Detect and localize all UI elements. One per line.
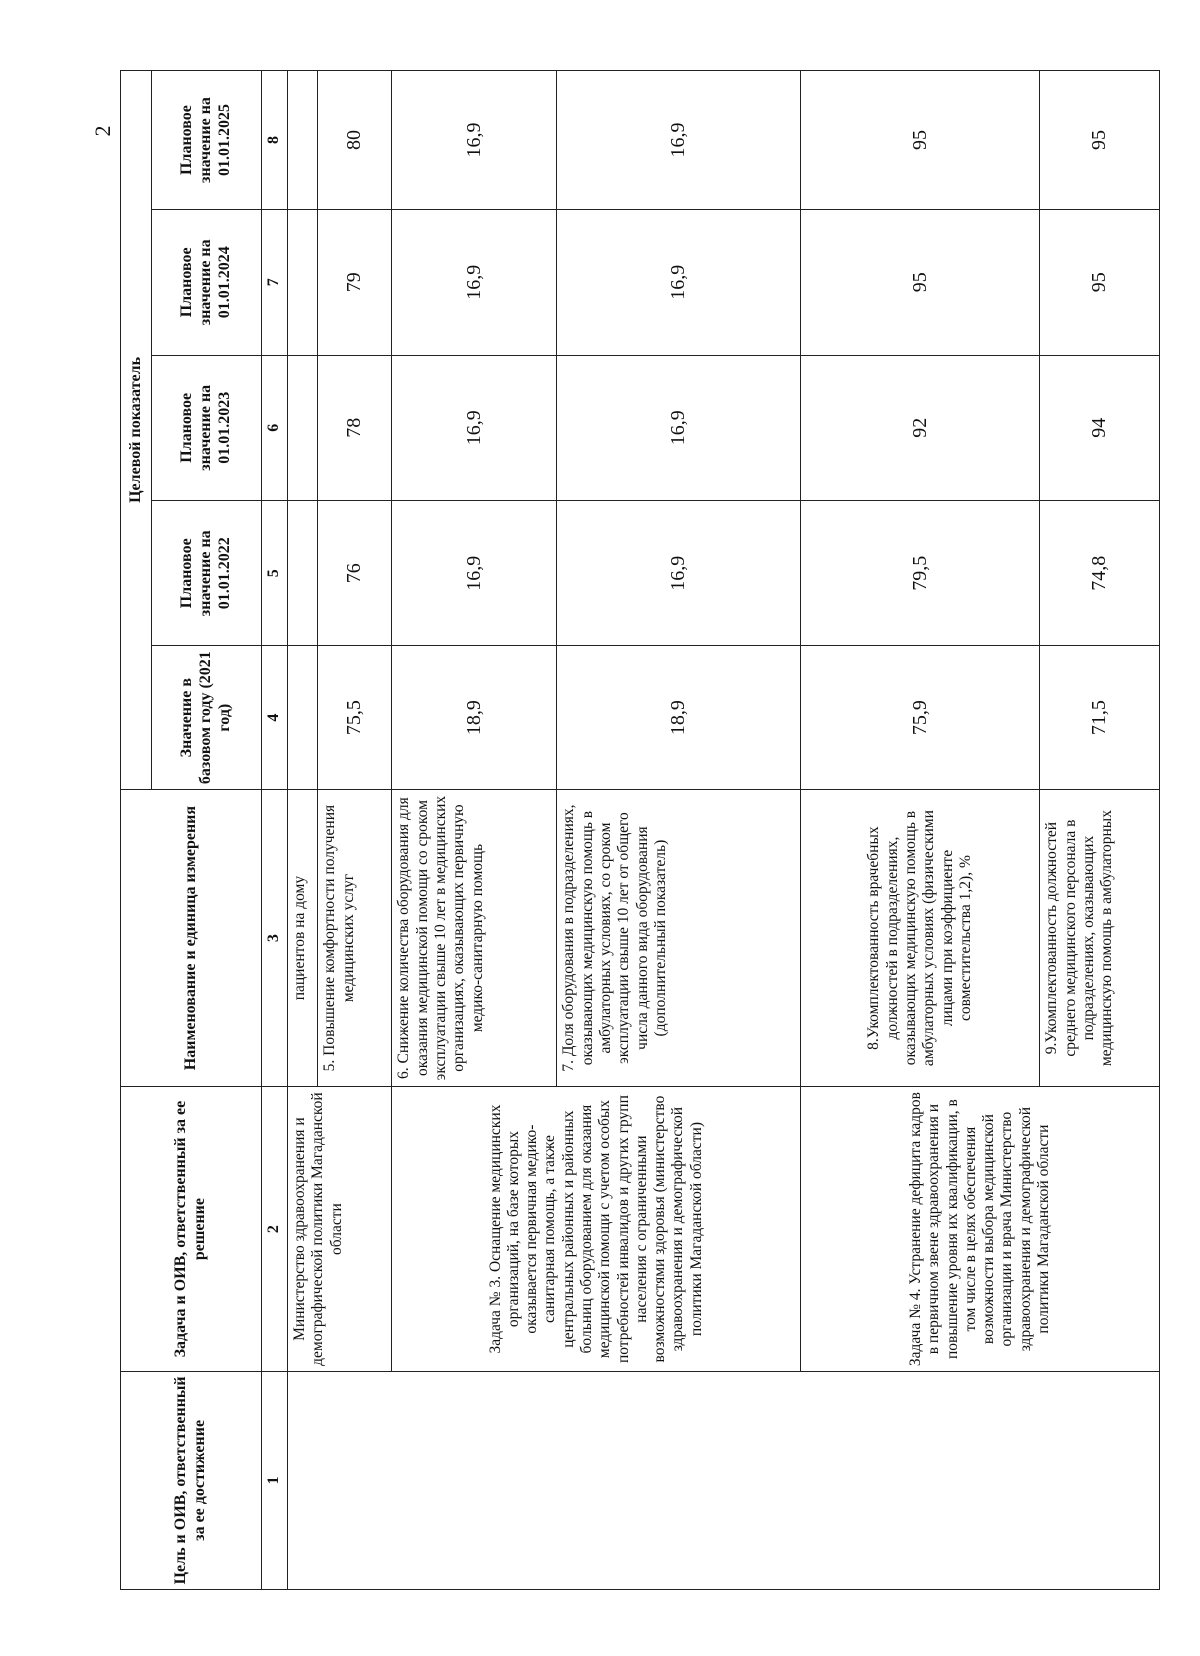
index-cell: 4 [261, 646, 287, 789]
value-base: 18,9 [557, 646, 801, 789]
value-2025: 95 [801, 71, 1040, 210]
value-cell [288, 355, 318, 500]
header-task: Задача и ОИВ, ответственный за ее решение [121, 1087, 262, 1371]
header-target-group: Целевой показатель [121, 71, 152, 790]
index-cell: 3 [261, 789, 287, 1087]
header-base: Значение в базовом году (2021 год) [151, 646, 261, 789]
header-name: Наименование и единица измерения [121, 789, 262, 1087]
header-goal: Цель и ОИВ, ответственный за ее достижение [121, 1371, 262, 1589]
page-number: 2 [90, 125, 115, 137]
value-cell [288, 210, 318, 355]
value-2024: 95 [1040, 210, 1160, 355]
value-2022: 16,9 [392, 501, 557, 646]
goal-cell [288, 1371, 1160, 1589]
indicator-name: пациентов на дому [288, 789, 318, 1087]
value-2024: 16,9 [392, 210, 557, 355]
header-2023: Плановое значение на 01.01.2023 [151, 355, 261, 500]
index-cell: 5 [261, 501, 287, 646]
value-2025: 16,9 [557, 71, 801, 210]
value-2022: 76 [318, 501, 392, 646]
value-2023: 94 [1040, 355, 1160, 500]
index-cell: 8 [261, 71, 287, 210]
value-2022: 79,5 [801, 501, 1040, 646]
value-base: 75,5 [318, 646, 392, 789]
header-2024: Плановое значение на 01.01.2024 [151, 210, 261, 355]
value-cell [288, 71, 318, 210]
value-2023: 92 [801, 355, 1040, 500]
value-2022: 74,8 [1040, 501, 1160, 646]
index-cell: 2 [261, 1087, 287, 1371]
target-indicators-table [120, 70, 1160, 1590]
value-2024: 95 [801, 210, 1040, 355]
value-2025: 95 [1040, 71, 1160, 210]
index-cell: 7 [261, 210, 287, 355]
value-cell [288, 501, 318, 646]
value-2023: 78 [318, 355, 392, 500]
value-base: 18,9 [392, 646, 557, 789]
value-2023: 16,9 [557, 355, 801, 500]
value-2024: 16,9 [557, 210, 801, 355]
index-cell: 1 [261, 1371, 287, 1589]
value-2025: 80 [318, 71, 392, 210]
indicator-name: 6. Снижение количества оборудования для оказания медицинской помощи со сроком эксплуатации свыше 10 лет в медицинских организациях, оказывающих первичную медико-санитарную помощь [392, 789, 557, 1087]
value-2023: 16,9 [392, 355, 557, 500]
indicator-name: 8.Укомплектованность врачебных должностей в подразделениях, оказывающих медицинскую помощь в амбулаторных условиях (физическими лицами при коэффициенте совместительства 1,2), % [801, 789, 1040, 1087]
value-base: 75,9 [801, 646, 1040, 789]
value-cell [288, 646, 318, 789]
value-2025: 16,9 [392, 71, 557, 210]
header-2025: Плановое значение на 01.01.2025 [151, 71, 261, 210]
indicator-name: 5. Повышение комфортности получения медицинских услуг [318, 789, 392, 1087]
document-table-container [120, 70, 1160, 1590]
indicator-name: 9.Укомплектованность должностей среднего медицинского персонала в подразделениях, оказывающих медицинскую помощь в амбулаторных [1040, 789, 1160, 1087]
value-2024: 79 [318, 210, 392, 355]
value-2022: 16,9 [557, 501, 801, 646]
header-2022: Плановое значение на 01.01.2022 [151, 501, 261, 646]
task-responsible-cell: Министерство здравоохранения и демографической политики Магаданской области [288, 1087, 392, 1371]
task-3-cell: Задача № 3. Оснащение медицинских организаций, на базе которых оказывается первичная медико-санитарная помощь, а также центральных районных и районных больниц оборудованием для оказания медицинской помощи с учетом особых потребностей инвалидов и других групп населения с ограниченными возможностями здоровья (министерство здравоохранения и демографической политики Магаданской области) [392, 1087, 801, 1371]
index-cell: 6 [261, 355, 287, 500]
indicator-name: 7. Доля оборудования в подразделениях, оказывающих медицинскую помощь в амбулаторных условиях, со сроком эксплуатации свыше 10 лет от общего числа данного вида оборудования (дополнительный показатель) [557, 789, 801, 1087]
value-base: 71,5 [1040, 646, 1160, 789]
task-4-cell: Задача № 4. Устранение дефицита кадров в первичном звене здравоохранения и повышение уровня их квалификации, в том числе в целях обеспечения возможности выбора медицинской организации и врача Министерство здравоохранения и демографической политики Магаданской области [801, 1087, 1160, 1371]
